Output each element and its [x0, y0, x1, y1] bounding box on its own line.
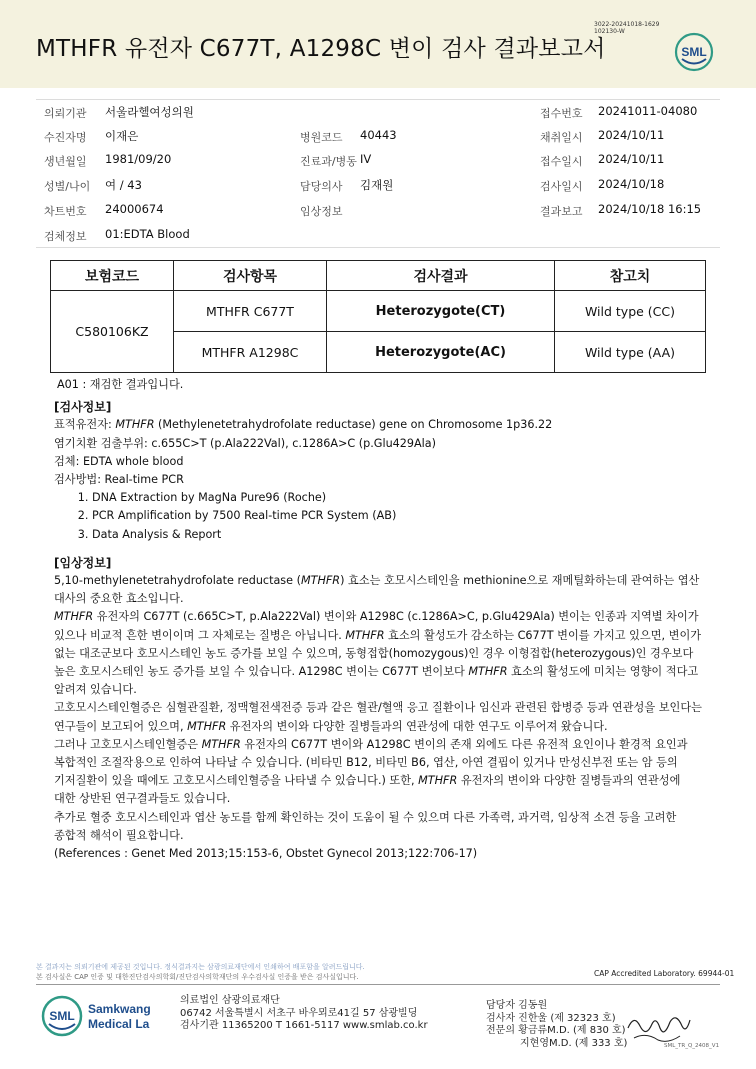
test-item-cell: MTHFR A1298C [174, 332, 327, 373]
institution-value: 서울라헬여성의원 [105, 105, 194, 119]
chart-no-label: 차트번호 [44, 205, 87, 218]
divider [36, 984, 720, 985]
retest-note: A01 : 재검한 결과입니다. [57, 378, 184, 391]
organization-info: 의료법인 삼광의료재단 06742 서울특별시 서초구 바우뫼로41길 57 삼광빌딩 검사기관 11365200 T 1661-5117 www.smlab.co.kr [180, 995, 428, 1031]
list-item: 2. PCR Amplification by 7500 Real-time PCR System (AB) [92, 507, 724, 525]
samkwang-logo [40, 994, 150, 1038]
insurance-code-cell: C580106KZ [51, 291, 174, 373]
column-header: 보험코드 [51, 261, 174, 291]
list-item: 3. Data Analysis & Report [92, 526, 724, 544]
divider [36, 99, 720, 100]
clinical-info-label: 임상정보 [300, 205, 343, 218]
birth-value: 1981/09/20 [105, 152, 172, 166]
hospital-code-value: 40443 [360, 128, 397, 142]
report-title: MTHFR 유전자 C677T, A1298C 변이 검사 결과보고서 [36, 36, 606, 62]
column-header: 검사결과 [327, 261, 555, 291]
specimen-value: 01:EDTA Blood [105, 227, 190, 241]
mutation-site-line: 염기치환 검출부위: c.655C>T (p.Ala222Val), c.1286A>C (p.Glu429Ala) [54, 436, 436, 450]
clinical-paragraph: MTHFR 유전자의 C677T (c.665C>T, p.Ala222Val) 변이와 A1298C (c.1286A>C, p.Glu429Ala) 변이는 인종과 지역별 차이가 있으나 비교적 흔한 변이이며 그 자체로는 질병은 아닙니다. MTHFR 효소의 활성도가 감소하는 C677T 변이를 가지고 있으면, 변이가 없는 대조군보다 호모시스테인 농도 증가를 보일 수 있으며, 동형접합(homozygous)인 경우 이형접합(heterozygous)인 경우보다 높은 호모시스테인 농도 증가를 보일 수 있습니다. A1298C 변이는 C677T 변이보다 MTHFR 효소의 활성도에 미치는 영향이 적다고 알려져 있습니다. [54, 610, 702, 697]
report-date-value: 2024/10/18 16:15 [598, 202, 702, 216]
method-steps [54, 489, 724, 544]
specimen-line: 검체: EDTA whole blood [54, 454, 184, 468]
references: (References : Genet Med 2013;15:153-6, Obstet Gynecol 2013;122:706-17) [54, 847, 478, 861]
column-header: 검사항목 [174, 261, 327, 291]
svg-text:SML: SML [681, 45, 707, 59]
chart-no-value: 24000674 [105, 202, 164, 216]
patient-name-label: 수진자명 [44, 131, 87, 144]
test-item-cell: MTHFR C677T [174, 291, 327, 332]
specimen-label: 검체정보 [44, 230, 87, 243]
test-date-label: 검사일시 [540, 180, 583, 193]
test-info-heading: [검사정보] [54, 400, 112, 415]
test-result-cell: Heterozygote(AC) [327, 332, 555, 373]
clinical-info-heading: [임상정보] [54, 555, 112, 570]
target-gene-line: 표적유전자: MTHFR (Methylenetetrahydrofolate reductase) gene on Chromosome 1p36.22 [54, 418, 553, 432]
cap-accreditation: CAP Accredited Laboratory. 69944-01 [594, 969, 735, 978]
birth-label: 생년월일 [44, 155, 87, 168]
reference-cell: Wild type (CC) [555, 291, 706, 332]
sex-age-value: 여 / 43 [105, 178, 142, 192]
result-table [50, 260, 706, 373]
department-value: IV [360, 152, 372, 166]
sex-age-label: 성별/나이 [44, 180, 91, 193]
method-line: 검사방법: Real-time PCR [54, 473, 184, 487]
test-date-value: 2024/10/18 [598, 177, 665, 191]
reference-cell: Wild type (AA) [555, 332, 706, 373]
sml-logo [674, 32, 714, 72]
signature [624, 1008, 694, 1046]
receipt-date-label: 접수일시 [540, 155, 583, 168]
clinical-paragraph: 고호모시스테인혈증은 심혈관질환, 정맥혈전색전증 등과 같은 혈관/혈액 응고 질환이나 임신과 관련된 합병증 등과 연관성을 보인다는 연구들이 보고되어 있으며, MTHFR 유전자의 변이와 다양한 질병들과의 연관성에 대한 연구도 이루어져 왔습니다. [54, 701, 702, 733]
hospital-code-label: 병원코드 [300, 131, 343, 144]
clinical-paragraph: 추가로 혈중 호모시스테인과 엽산 농도를 함께 확인하는 것이 도움이 될 수 있으며 다른 가족력, 과거력, 임상적 소견 등을 고려한 종합적 해석이 필요합니다. [54, 810, 677, 842]
staff-info: 담당자 김동원 검사자 진한울 (제 32323 호) 전문의 황금류M.D. (제 830 호) 지현영M.D. (제 333 호) [486, 1000, 628, 1049]
collection-date-value: 2024/10/11 [598, 128, 665, 142]
form-version: SML_TR_Q_2408_V1 [664, 1043, 720, 1049]
table-row [51, 291, 706, 332]
list-item: 1. DNA Extraction by MagNa Pure96 (Roche) [92, 489, 724, 507]
report-date-label: 결과보고 [540, 205, 583, 218]
institution-label: 의뢰기관 [44, 107, 87, 120]
svg-text:Samkwang: Samkwang [88, 1002, 150, 1016]
department-label: 진료과/병동 [300, 155, 357, 168]
receipt-date-value: 2024/10/11 [598, 152, 665, 166]
clinical-paragraph: 그러나 고호모시스테인혈증은 MTHFR 유전자의 C677T 변이와 A1298C 변이의 존재 외에도 다른 유전적 요인이나 환경적 요인과 복합적인 조절작용으로 인하여 나타날 수 있습니다. (비타민 B12, 비타민 B6, 엽산, 아연 결핍이 있거나 만성신부전 또는 암 등의 기저질환이 있을 때에도 고호모시스테인혈증을 나타낼 수 있습니다.) 또한, MTHFR 유전자의 변이와 다양한 질병들과의 연관성에 대한 상반된 연구결과들도 있습니다. [54, 737, 688, 806]
receipt-no-label: 접수번호 [540, 107, 583, 120]
patient-name-value: 이재은 [105, 129, 139, 143]
report-header [0, 0, 756, 88]
table-header-row [51, 261, 706, 291]
footer-notice: 본 결과지는 의뢰기관에 제공된 것입니다. 정식결과지는 삼광의료재단에서 인쇄하여 배포함을 알려드립니다. 본 검사실은 CAP 인증 및 대한진단검사의학회/진단검사의학재단의 우수검사실 인증을 받은 검사실입니다. [36, 963, 365, 981]
doctor-label: 담당의사 [300, 180, 343, 193]
svg-text:Medical Lab: Medical Lab [88, 1017, 150, 1031]
clinical-paragraph: 5,10-methylenetetrahydrofolate reductase (MTHFR) 효소는 호모시스테인을 methionine으로 재메틸화하는데 관여하는 엽산 대사의 중요한 효소입니다. [54, 574, 700, 606]
divider [36, 247, 720, 248]
report-body [54, 376, 724, 863]
svg-text:SML: SML [49, 1009, 75, 1023]
test-result-cell: Heterozygote(CT) [327, 291, 555, 332]
doctor-value: 김재원 [360, 178, 394, 192]
document-id: 3022-20241018-1629 102130-W [594, 21, 660, 35]
receipt-no-value: 20241011-04080 [598, 104, 698, 118]
column-header: 참고치 [555, 261, 706, 291]
collection-date-label: 채취일시 [540, 131, 583, 144]
